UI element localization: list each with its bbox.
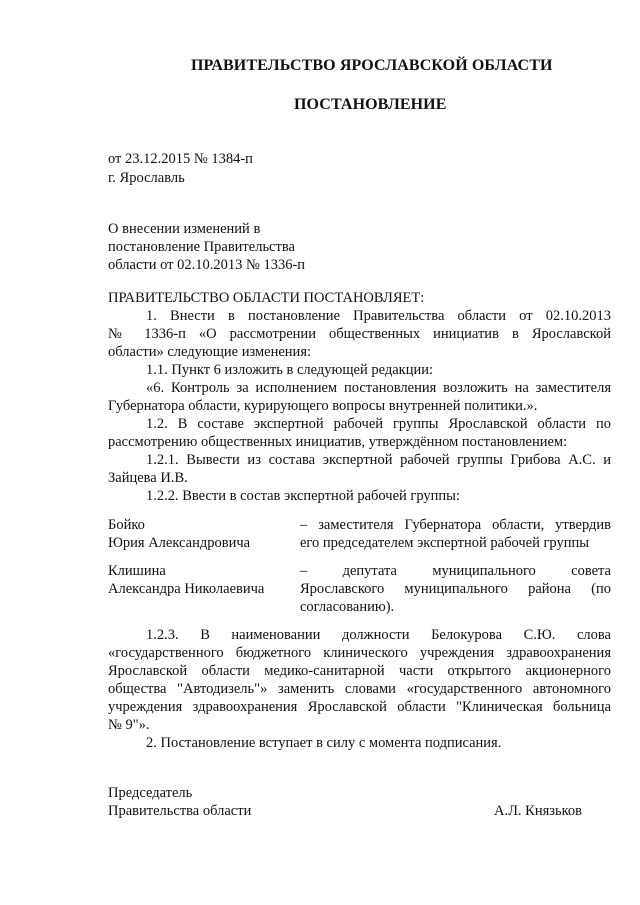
member-name: Бойко (108, 517, 145, 533)
paragraph-1-2-3-line: № 9"». (108, 717, 150, 733)
paragraph-1-2-3-line: учреждения здравоохранения Ярославской области "Клиническая больница (108, 699, 611, 715)
member-name: Александра Николаевича (108, 581, 265, 597)
document-type: ПОСТАНОВЛЕНИЕ (294, 96, 447, 113)
paragraph-1-1-text: Губернатора области, курирующего вопросы внутренней политики.». (108, 398, 538, 414)
paragraph-1-2-3-line: общества "Автодизель"» заменить словами «государственного автономного (108, 681, 611, 697)
paragraph-1-2-2: 1.2.2. Ввести в состав экспертной рабочей группы: (146, 488, 460, 504)
signature-title: Председатель (108, 785, 193, 801)
member-role: согласованию). (300, 599, 395, 615)
paragraph-1-1: 1.1. Пункт 6 изложить в следующей редакции: (146, 362, 434, 378)
member-name: Юрия Александровича (108, 535, 251, 551)
subject-line: О внесении изменений в (108, 221, 261, 237)
decree-heading: ПРАВИТЕЛЬСТВО ОБЛАСТИ ПОСТАНОВЛЯЕТ: (108, 290, 425, 306)
member-role: – заместителя Губернатора области, утвердив (300, 517, 611, 533)
government-title: ПРАВИТЕЛЬСТВО ЯРОСЛАВСКОЙ ОБЛАСТИ (191, 57, 553, 74)
subject-line: постановление Правительства (108, 239, 295, 255)
member-role: Ярославского муниципального района (по (300, 581, 611, 597)
signature-title: Правительства области (108, 803, 252, 819)
city: г. Ярославль (108, 170, 185, 186)
subject-line: области от 02.10.2013 № 1336-п (108, 257, 306, 273)
paragraph-1-line: области» следующие изменения: (108, 344, 312, 360)
paragraph-1-line: № 1336-п «О рассмотрении общественных инициатив в Ярославской (108, 326, 611, 342)
member-role: – депутата муниципального совета (300, 563, 611, 579)
paragraph-2: 2. Постановление вступает в силу с момента подписания. (146, 735, 502, 751)
member-name: Клишина (108, 563, 166, 579)
member-role: его председателем экспертной рабочей группы (300, 535, 589, 551)
paragraph-1-line: 1. Внести в постановление Правительства области от 02.10.2013 (146, 308, 611, 324)
paragraph-1-2-1-line: Зайцева И.В. (108, 470, 188, 486)
paragraph-1-2-line: рассмотрению общественных инициатив, утверждённом постановлением: (108, 434, 568, 450)
date-number: от 23.12.2015 № 1384-п (108, 151, 253, 167)
signature-name: А.Л. Князьков (494, 803, 583, 819)
paragraph-1-2-3-line: «государственного бюджетного клинического учреждения здравоохранения (108, 645, 611, 661)
paragraph-1-2-3-line: 1.2.3. В наименовании должности Белокурова С.Ю. слова (146, 627, 611, 643)
paragraph-1-1-text: «6. Контроль за исполнением постановления возложить на заместителя (146, 380, 611, 396)
paragraph-1-2-line: 1.2. В составе экспертной рабочей группы Ярославской области по (146, 416, 611, 432)
paragraph-1-2-1-line: 1.2.1. Вывести из состава экспертной рабочей группы Грибова А.С. и (146, 452, 611, 468)
paragraph-1-2-3-line: Ярославской области медико-санитарной части открытого акционерного (108, 663, 611, 679)
